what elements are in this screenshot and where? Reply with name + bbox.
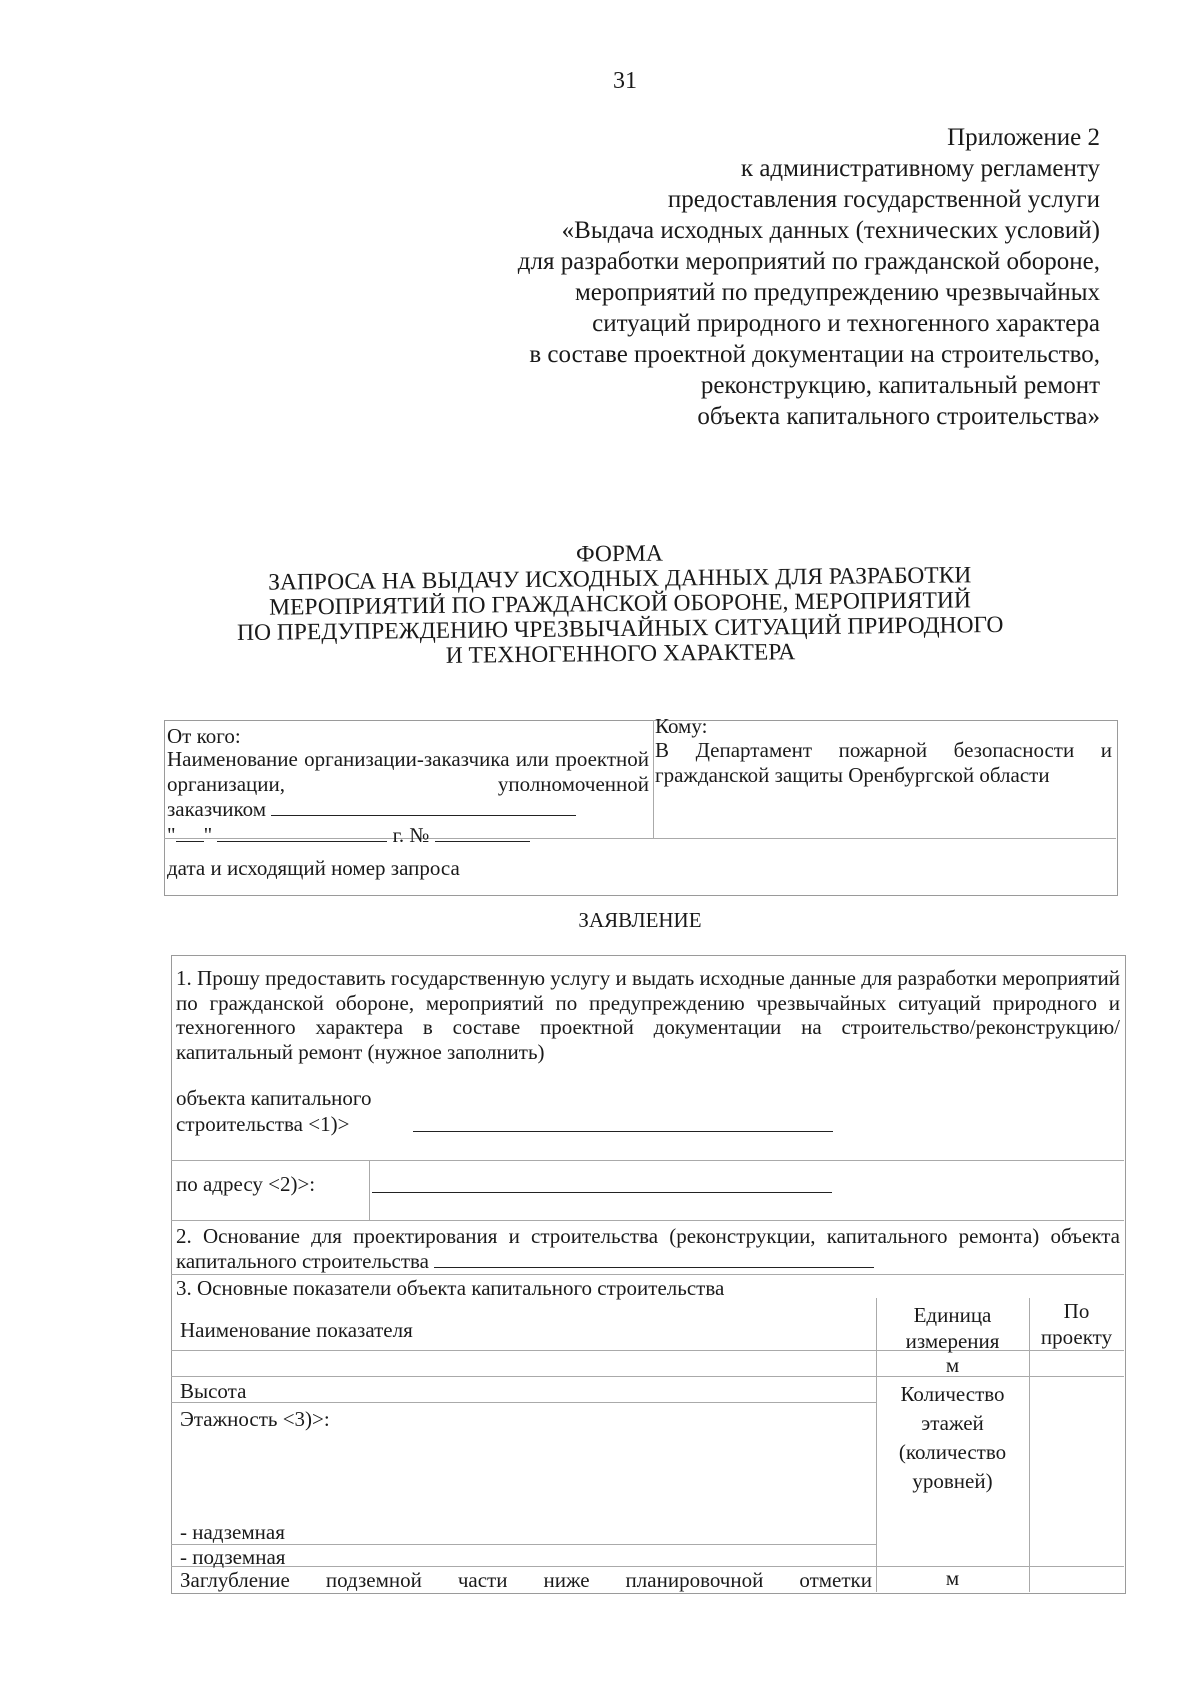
above-ground-label: - надземная <box>180 1520 285 1544</box>
item3-text: 3. Основные показатели объекта капитального строительства <box>176 1276 725 1300</box>
depth-label: Заглубление подземной части ниже планировочной отметки <box>180 1568 872 1592</box>
date-quote-open: " <box>167 823 176 847</box>
floors-unit <box>876 1380 1029 1496</box>
date-quote-close: " <box>203 823 213 847</box>
height-label: Высота <box>180 1379 247 1403</box>
object-label-1: объекта капитального <box>176 1086 372 1110</box>
header-project-line: По <box>1063 1299 1090 1323</box>
appendix-line: в составе проектной документации на строительство, <box>529 341 1100 368</box>
appendix-header <box>400 122 1100 432</box>
header-project-line: проекту <box>1040 1325 1113 1349</box>
basis-field[interactable] <box>434 1249 874 1268</box>
item2-divider <box>171 1220 1124 1221</box>
addressee-divider <box>653 720 654 838</box>
floors-unit-line: Количество <box>900 1382 1005 1406</box>
header-unit <box>876 1302 1029 1354</box>
item1-text: 1. Прошу предоставить государственную услугу и выдать исходные данные для разработки мероприятий по гражданской обороне, мероприятий по предупреждению чрезвычайных ситуаций природного и техногенного характера в составе проектной документации на строительство/реконструкцию/капитальный ремонт (нужное заполнить) <box>176 966 1120 1064</box>
header-name: Наименование показателя <box>180 1318 413 1342</box>
form-title <box>199 538 1040 672</box>
form-title-line: И ТЕХНОГЕННОГО ХАРАКТЕРА <box>445 639 796 669</box>
page-number: 31 <box>613 68 637 94</box>
object-field[interactable] <box>413 1131 833 1132</box>
form-title-line: ЗАПРОСА НА ВЫДАЧУ ИСХОДНЫХ ДАННЫХ ДЛЯ РАЗРАБОТКИ <box>268 562 972 596</box>
form-title-line: ПО ПРЕДУПРЕЖДЕНИЮ ЧРЕЗВЫЧАЙНЫХ СИТУАЦИЙ ПРИРОДНОГО <box>236 611 1004 647</box>
address-field[interactable] <box>372 1192 832 1193</box>
underground-label: - подземная <box>180 1545 286 1569</box>
appendix-line: «Выдача исходных данных (технических условий) <box>561 217 1100 244</box>
floors-label: Этажность <3)>: <box>180 1407 330 1431</box>
date-day-field[interactable] <box>176 823 204 842</box>
customer-field[interactable] <box>271 797 576 816</box>
sender-date <box>167 823 530 847</box>
appendix-line: для разработки мероприятий по гражданской обороне, <box>517 248 1100 275</box>
address-cell-divider <box>369 1160 370 1220</box>
item2-label: 2. Основание для проектирования и строительства (реконструкции, капитального ремонта) объекта капитального строительства <box>176 1224 1120 1273</box>
request-number-field[interactable] <box>435 823 530 842</box>
form-title-line: МЕРОПРИЯТИЙ ПО ГРАЖДАНСКОЙ ОБОРОНЕ, МЕРОПРИЯТИЙ <box>269 587 971 621</box>
appendix-line: предоставления государственной услуги <box>667 186 1100 213</box>
sender-customer <box>167 797 576 821</box>
form-title-line: ФОРМА <box>575 540 663 568</box>
recipient-text: В Департамент пожарной безопасности и гражданской защиты Оренбургской области <box>655 738 1112 787</box>
object-label-2: строительства <1)> <box>176 1112 350 1136</box>
table-row-divider <box>171 1402 876 1403</box>
depth-unit: м <box>945 1566 960 1590</box>
address-label: по адресу <2)>: <box>176 1172 316 1196</box>
customer-label: заказчиком <box>167 797 267 821</box>
appendix-line: к административному регламенту <box>740 155 1100 182</box>
item3-divider <box>171 1274 1124 1275</box>
floors-unit-line: этажей <box>921 1411 984 1435</box>
year-number-label: г. № <box>392 823 430 847</box>
statement-heading: ЗАЯВЛЕНИЕ <box>578 908 702 932</box>
date-month-field[interactable] <box>217 823 387 842</box>
appendix-line: Приложение 2 <box>947 124 1100 151</box>
appendix-line: ситуаций природного и техногенного характера <box>592 310 1100 337</box>
recipient-label: Кому: <box>655 714 708 738</box>
appendix-line: мероприятий по предупреждению чрезвычайных <box>574 279 1100 306</box>
appendix-line: объекта капитального строительства» <box>697 403 1100 430</box>
floors-unit-line: уровней) <box>912 1469 993 1493</box>
item2-text <box>176 1224 1120 1273</box>
header-unit-line: Единица <box>913 1303 992 1327</box>
sender-description: Наименование организации-заказчика или проектной организации, уполномоченной <box>167 747 649 796</box>
header-project <box>1029 1298 1124 1350</box>
height-unit: м <box>945 1353 960 1377</box>
date-caption: дата и исходящий номер запроса <box>167 856 460 880</box>
address-divider <box>171 1160 1124 1161</box>
floors-unit-line: (количество <box>898 1440 1007 1464</box>
header-unit-line: измерения <box>905 1329 1000 1353</box>
sender-label: От кого: <box>167 724 241 748</box>
appendix-line: реконструкцию, капитальный ремонт <box>700 372 1100 399</box>
